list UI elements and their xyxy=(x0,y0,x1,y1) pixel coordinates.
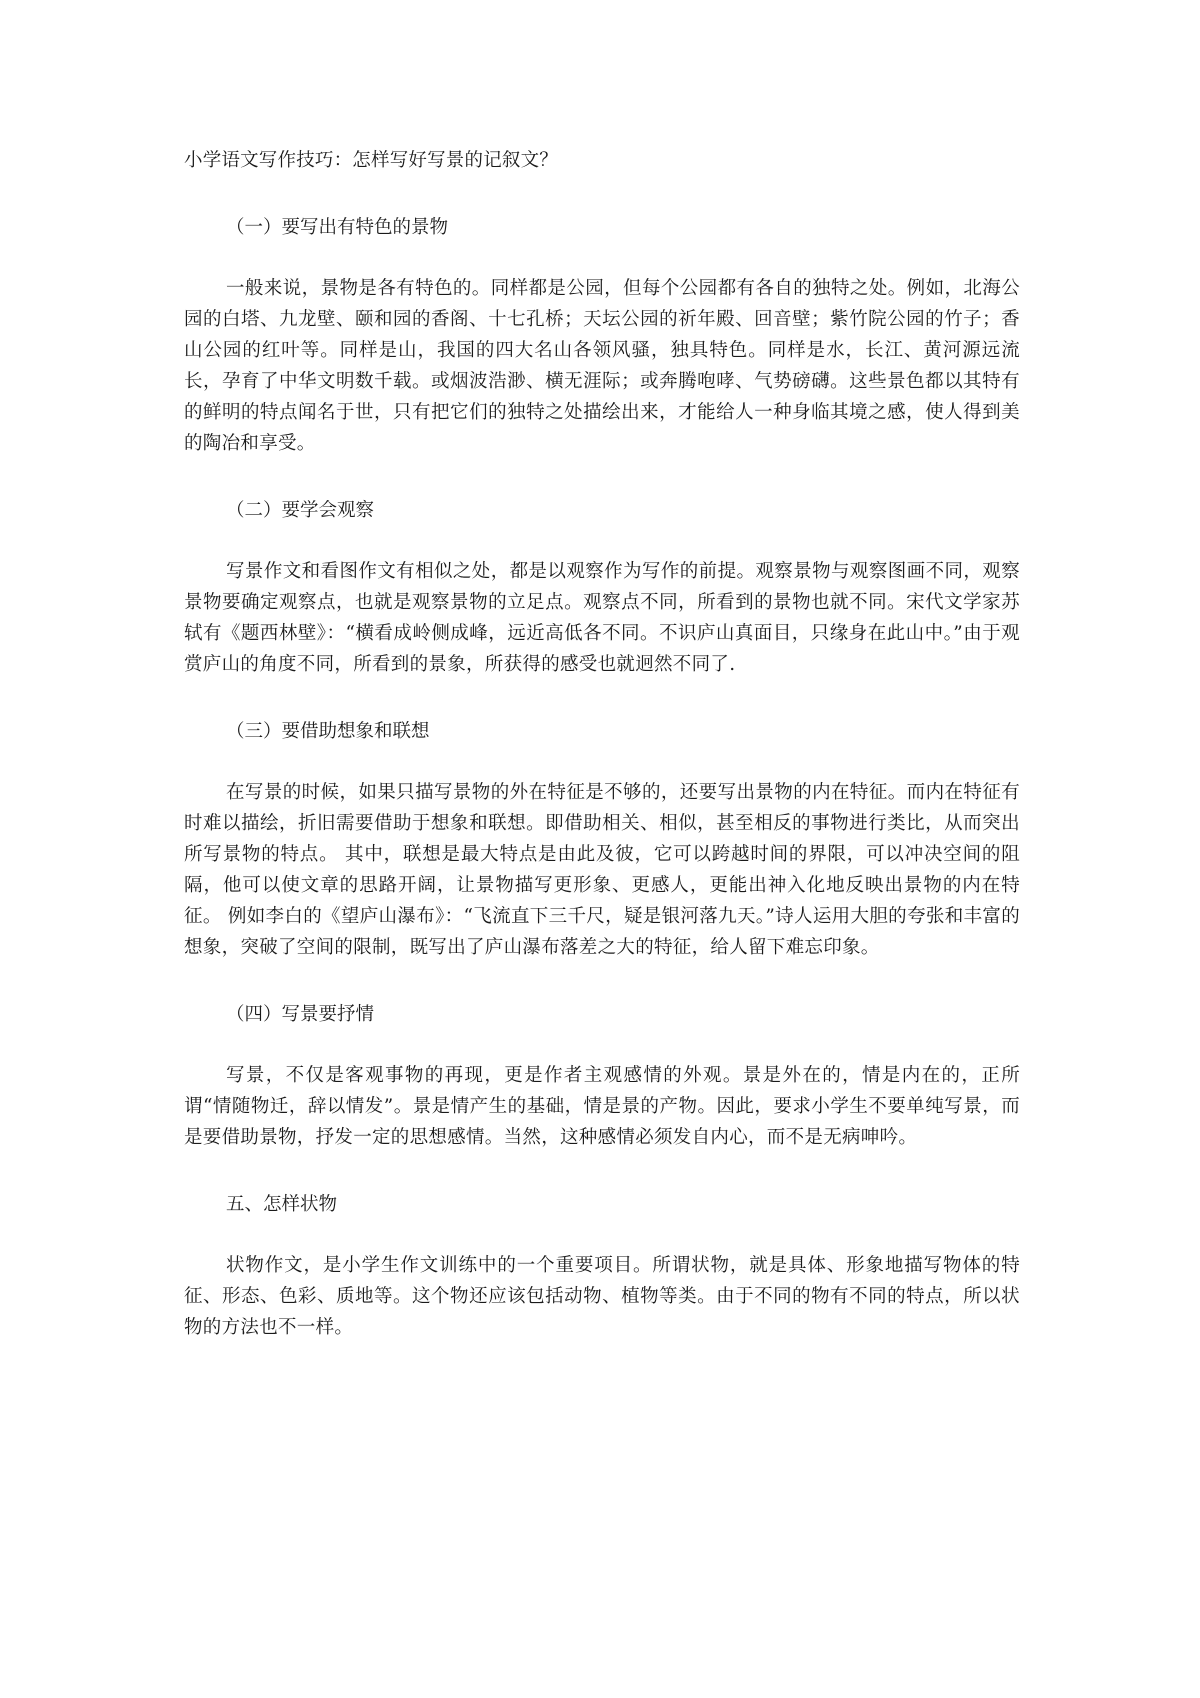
section-body-4: 写景，不仅是客观事物的再现，更是作者主观感情的外观。景是外在的，情是内在的，正所谓“情随物迁，辞以情发”。景是情产生的基础，情是景的产物。因此，要求小学生不要单纯写景，而是要借助景物，抒发一定的思想感情。当然，这种感情必须发自内心，而不是无病呻吟。 xyxy=(184,1065,1020,1148)
section-body-1: 一般来说，景物是各有特色的。同样都是公园，但每个公园都有各自的独特之处。例如，北海公园的白塔、九龙壁、颐和园的香阁、十七孔桥；天坛公园的祈年殿、回音壁；紫竹院公园的竹子；香山公园的红叶等。同样是山，我国的四大名山各领风骚，独具特色。同样是水，长江、黄河源远流长，孕育了中华文明数千载。或烟波浩渺、横无涯际；或奔腾咆哮、气势磅礴。这些景色都以其特有的鲜明的特点闻名于世，只有把它们的独特之处描绘出来，才能给人一种身临其境之感，使人得到美的陶冶和享受。 xyxy=(184,278,1020,454)
section-body-5: 状物作文，是小学生作文训练中的一个重要项目。所谓状物，就是具体、形象地描写物体的特征、形态、色彩、质地等。这个物还应该包括动物、植物等类。由于不同的物有不同的特点，所以状物的方法也不一样。 xyxy=(184,1255,1020,1338)
spacer xyxy=(184,680,1020,716)
section-body-3: 在写景的时候，如果只描写景物的外在特征是不够的，还要写出景物的内在特征。而内在特征有时难以描绘，折旧需要借助于想象和联想。即借助相关、相似，甚至相反的事物进行类比，从而突出所写景物的特点。 其中，联想是最大特点是由此及彼，它可以跨越时间的界限，可以冲决空间的阻隔，他可以使文章的思路开阔，让景物描写更形象、更感人，更能出神入化地反映出景物的内在特征。 例如李白的《望庐山瀑布》：“飞流直下三千尺，疑是银河落九天。”诗人运用大胆的夸张和丰富的想象，突破了空间的限制，既写出了庐山瀑布落差之大的特征，给人留下难忘印象。 xyxy=(184,782,1020,958)
spacer xyxy=(184,1220,1020,1250)
section-heading-1: （一）要写出有特色的景物 xyxy=(226,217,449,238)
spacer xyxy=(184,526,1020,556)
section-heading-4: （四）写景要抒情 xyxy=(226,1004,375,1025)
section-heading-3: （三）要借助想象和联想 xyxy=(226,721,430,742)
spacer xyxy=(184,747,1020,777)
document-content xyxy=(184,145,1020,1343)
document-title: 小学语文写作技巧：怎样写好写景的记叙文？ xyxy=(184,150,559,171)
spacer xyxy=(184,1153,1020,1189)
section-heading-2: （二）要学会观察 xyxy=(226,500,375,521)
spacer xyxy=(184,1030,1020,1060)
section-body-2: 写景作文和看图作文有相似之处，都是以观察作为写作的前提。观察景物与观察图画不同，观察景物要确定观察点，也就是观察景物的立足点。观察点不同，所看到的景物也就不同。宋代文学家苏轼有《题西林壁》：“横看成岭侧成峰，远近高低各不同。不识庐山真面目，只缘身在此山中。”由于观赏庐山的角度不同，所看到的景象，所获得的感受也就迥然不同了. xyxy=(184,561,1020,675)
spacer xyxy=(184,243,1020,273)
spacer xyxy=(184,963,1020,999)
spacer xyxy=(184,176,1020,212)
section-heading-5: 五、怎样状物 xyxy=(226,1194,338,1215)
spacer xyxy=(184,459,1020,495)
